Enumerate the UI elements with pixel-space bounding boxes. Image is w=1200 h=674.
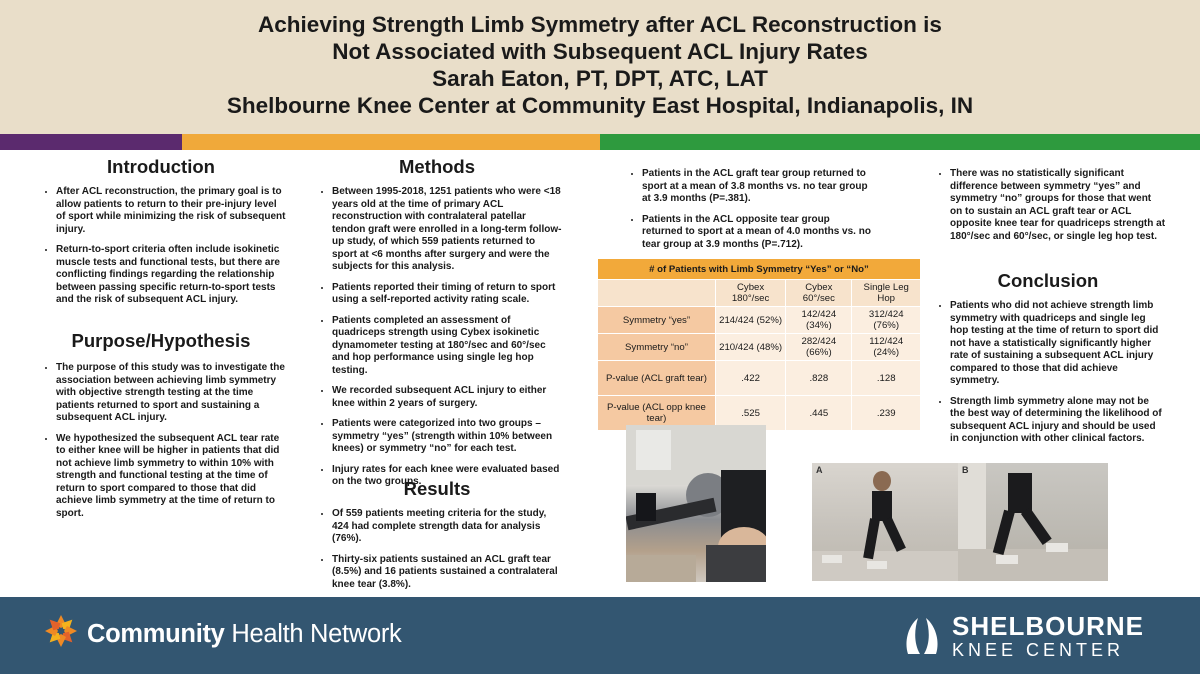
community-health-network-wordmark [87,619,401,649]
table-header-cell: Cybex 180°/sec [715,280,785,307]
photo-label-b: B [962,465,969,475]
list-item: • Patients in the ACL graft tear group returned to sport at a mean of 3.8 months vs. no tear group at 3.9 months (P=.381). [642,168,872,206]
table-cell: .239 [852,396,921,431]
list-item: • After ACL reconstruction, the primary goal is to allow patients to return to their pre-injury level of sport while minimizing the risk of subsequent injury. [56,186,286,236]
methods-section [312,156,562,497]
list-item: • Patients were categorized into two groups – symmetry “yes” (strength within 10% between knees) or symmetry “no” for each test. [332,418,562,456]
row-label: Symmetry “no” [598,334,716,361]
table-cell: 214/424 (52%) [715,307,785,334]
list-item: • There was no statistically significant difference between symmetry “yes” and symmetry “no” groups for those that went on to sustain an ACL graft tear or ACL opposite knee tear for quadriceps strength at 180°/sec and 60°/sec, or single leg hop test. [950,168,1166,243]
symmetry-table [597,258,921,431]
cybex-testing-photo [626,425,766,582]
table-header-row [598,280,921,307]
color-bar-purple [0,134,182,150]
table-title: # of Patients with Limb Symmetry “Yes” or “No” [598,259,921,280]
introduction-list [36,186,286,307]
list-item: • Injury rates for each knee were evaluated based on the two groups. [332,464,562,489]
table-cell: 142/424 (34%) [786,307,852,334]
list-item: • Thirty-six patients sustained an ACL graft tear (8.5%) and 16 patients sustained a contralateral knee tear (3.8%). [332,554,562,592]
introduction-section [36,156,286,315]
poster-header [0,0,1200,134]
purpose-list [36,362,286,520]
results-section [312,478,562,599]
list-item: • Patients completed an assessment of quadriceps strength using Cybex isokinetic dynamometer testing at 180°/sec and 60°/sec and hop performance using single leg hop testing. [332,315,562,378]
table-row [598,307,921,334]
color-bar-green [600,134,1200,150]
community-health-network-logo-icon [44,614,78,648]
list-item: • Patients in the ACL opposite tear group returned to sport at a mean of 4.0 months vs. no tear group at 3.9 months (P=.712). [642,214,872,252]
results-continued-2 [930,168,1166,251]
table-cell: 210/424 (48%) [715,334,785,361]
color-bar [0,134,1200,150]
poster-affiliation: Shelbourne Knee Center at Community East Hospital, Indianapolis, IN [226,93,974,118]
results-list-continued-2 [930,168,1166,243]
methods-heading: Methods [398,156,476,177]
poster-author: Sarah Eaton, PT, DPT, ATC, LAT [432,66,768,91]
table-header-cell: Single Leg Hop [852,280,921,307]
hop-photo-b-illustration [958,463,1108,581]
results-heading: Results [403,478,471,499]
list-item: • The purpose of this study was to investigate the association between achieving limb symmetry with objective strength testing at the time patients returned to sport and sustaining a subsequent ACL injury. [56,362,286,425]
list-item: • Of 559 patients meeting criteria for the study, 424 had complete strength data for analysis (76%). [332,508,562,546]
list-item: • We hypothesized the subsequent ACL tear rate to either knee will be higher in patients that did not achieve limb symmetry to within 10% with strength and functional testing at the time of return to sport compared to those that did achieve limb symmetry at the time of return to sport. [56,433,286,521]
methods-list [312,186,562,489]
table-title-row [598,259,921,280]
chn-wordmark-rest: Health Network [224,620,402,648]
conclusion-list [930,300,1166,446]
table-cell: .128 [852,361,921,396]
table-cell: .445 [786,396,852,431]
table-header-cell: Cybex 60°/sec [786,280,852,307]
knee-center-wordmark: KNEE CENTER [952,640,1125,660]
purpose-heading: Purpose/Hypothesis [71,330,251,351]
single-leg-hop-photo-b [958,463,1108,581]
table-cell: 112/424 (24%) [852,334,921,361]
purpose-section [36,330,286,528]
table-cell: .828 [786,361,852,396]
table-cell: 282/424 (66%) [786,334,852,361]
list-item: • Return-to-sport criteria often include isokinetic muscle tests and functional tests, but there are conflicting findings regarding the relationship between passing specific return-to-sport tests and the risk of subsequent ACL injury. [56,244,286,307]
list-item: • Strength limb symmetry alone may not be the best way of determining the likelihood of subsequent ACL injury and should be used in conjunction with other clinical factors. [950,396,1166,446]
photo-label-a: A [816,465,823,475]
table-row [598,334,921,361]
list-item: • We recorded subsequent ACL injury to either knee within 2 years of surgery. [332,385,562,410]
results-list-continued [622,168,872,251]
results-list [312,508,562,591]
single-leg-hop-photo-a [812,463,958,581]
table-cell: 312/424 (76%) [852,307,921,334]
table-cell: .422 [715,361,785,396]
shelbourne-wordmark: SHELBOURNE [952,611,1145,641]
color-bar-orange [182,134,600,150]
table-row [598,361,921,396]
chn-wordmark-bold: Community [87,620,225,648]
cybex-photo-illustration [626,425,766,582]
table-cell: .525 [715,396,785,431]
poster-title-line1: Achieving Strength Limb Symmetry after ACL Reconstruction is [258,12,942,37]
list-item: • Patients reported their timing of return to sport using a self-reported activity rating scale. [332,282,562,307]
poster-title-line2: Not Associated with Subsequent ACL Injury Rates [332,39,868,64]
introduction-heading: Introduction [107,156,215,177]
conclusion-heading: Conclusion [997,270,1099,291]
row-label: Symmetry “yes” [598,307,716,334]
results-continued [622,168,872,259]
hop-photo-a-illustration [812,463,958,581]
table-header-cell [598,280,716,307]
row-label: P-value (ACL graft tear) [598,361,716,396]
conclusion-section [930,270,1166,454]
list-item: • Patients who did not achieve strength limb symmetry with quadriceps and single leg hop testing at the time of return to sport did not have a statistically significantly higher rate of sustaining a subsequent ACL injury compared to those that did achieve symmetry. [950,300,1166,388]
list-item: • Between 1995-2018, 1251 patients who were <18 years old at the time of primary ACL reconstruction with contralateral patellar tendon graft were enrolled in a long-term follow-up study, of which 559 patients returned to sport at <6 months after surgery and were the subjects for this analysis. [332,186,562,274]
shelbourne-knee-center-logo-icon [900,614,944,658]
row-label: P-value (ACL opp knee tear) [598,396,716,431]
